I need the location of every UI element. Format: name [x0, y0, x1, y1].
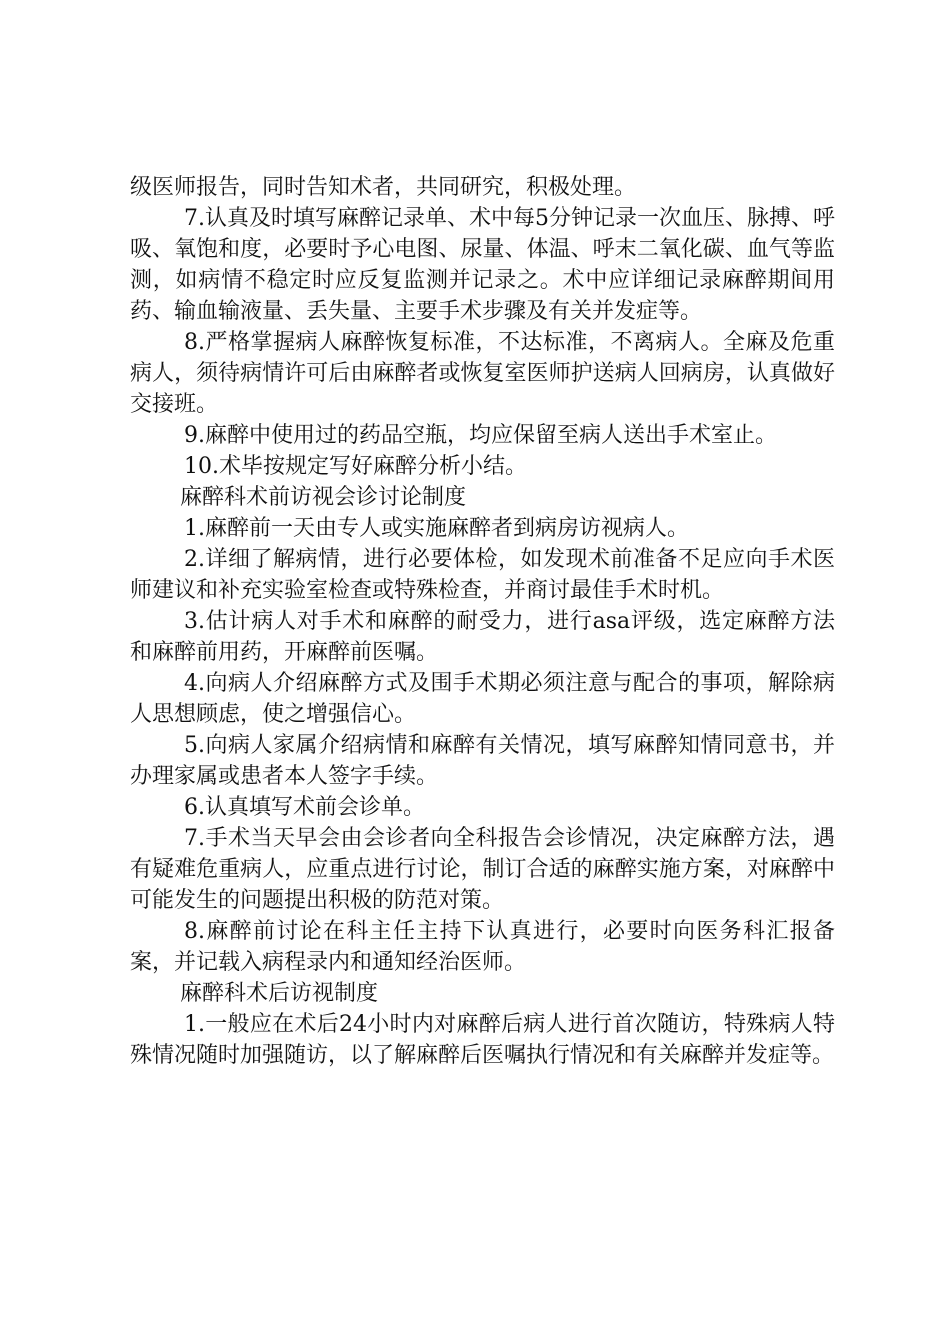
- paragraph-continuation: 级医师报告，同时告知术者，共同研究，积极处理。: [130, 175, 637, 200]
- paragraph-preop-5: 5.向病人家属介绍病情和麻醉有关情况，填写麻醉知情同意书，并办理家属或患者本人签字手续。: [130, 733, 835, 789]
- paragraph-preop-8: 8.麻醉前讨论在科主任主持下认真进行，必要时向医务科汇报备案，并记载入病程录内和通知经治医师。: [130, 919, 835, 975]
- paragraph-preop-3: 3.估计病人对手术和麻醉的耐受力，进行asa评级，选定麻醉方法和麻醉前用药，开麻醉前医嘱。: [130, 609, 835, 665]
- paragraph-preop-7: 7.手术当天早会由会诊者向全科报告会诊情况，决定麻醉方法，遇有疑难危重病人，应重点进行讨论，制订合适的麻醉实施方案，对麻醉中可能发生的问题提出积极的防范对策。: [130, 826, 835, 913]
- section-heading-postop: 麻醉科术后访视制度: [180, 981, 379, 1006]
- paragraph-item-9-vials: 9.麻醉中使用过的药品空瓶，均应保留至病人送出手术室止。: [184, 423, 777, 448]
- paragraph-item-10-summary: 10.术毕按规定写好麻醉分析小结。: [184, 454, 527, 479]
- paragraph-item-7-record: 7.认真及时填写麻醉记录单、术中每5分钟记录一次血压、脉搏、呼吸、氧饱和度，必要时予心电图、尿量、体温、呼末二氧化碳、血气等监测，如病情不稳定时应反复监测并记录之。术中应详细记录麻醉期间用药、输血输液量、丢失量、主要手术步骤及有关并发症等。: [130, 206, 835, 324]
- paragraph-postop-1: 1.一般应在术后24小时内对麻醉后病人进行首次随访，特殊病人特殊情况随时加强随访，以了解麻醉后医嘱执行情况和有关麻醉并发症等。: [130, 1012, 835, 1068]
- paragraph-preop-1: 1.麻醉前一天由专人或实施麻醉者到病房访视病人。: [184, 516, 689, 541]
- paragraph-preop-6: 6.认真填写术前会诊单。: [184, 795, 425, 820]
- document-body: [130, 172, 835, 1071]
- paragraph-item-8-recovery: 8.严格掌握病人麻醉恢复标准，不达标准，不离病人。全麻及危重病人，须待病情许可后由麻醉者或恢复室医师护送病人回病房，认真做好交接班。: [130, 330, 835, 417]
- paragraph-preop-4: 4.向病人介绍麻醉方式及围手术期必须注意与配合的事项，解除病人思想顾虑，使之增强信心。: [130, 671, 835, 727]
- paragraph-preop-2: 2.详细了解病情，进行必要体检，如发现术前准备不足应向手术医师建议和补充实验室检查或特殊检查，并商讨最佳手术时机。: [130, 547, 835, 603]
- section-heading-preop: 麻醉科术前访视会诊讨论制度: [180, 485, 467, 510]
